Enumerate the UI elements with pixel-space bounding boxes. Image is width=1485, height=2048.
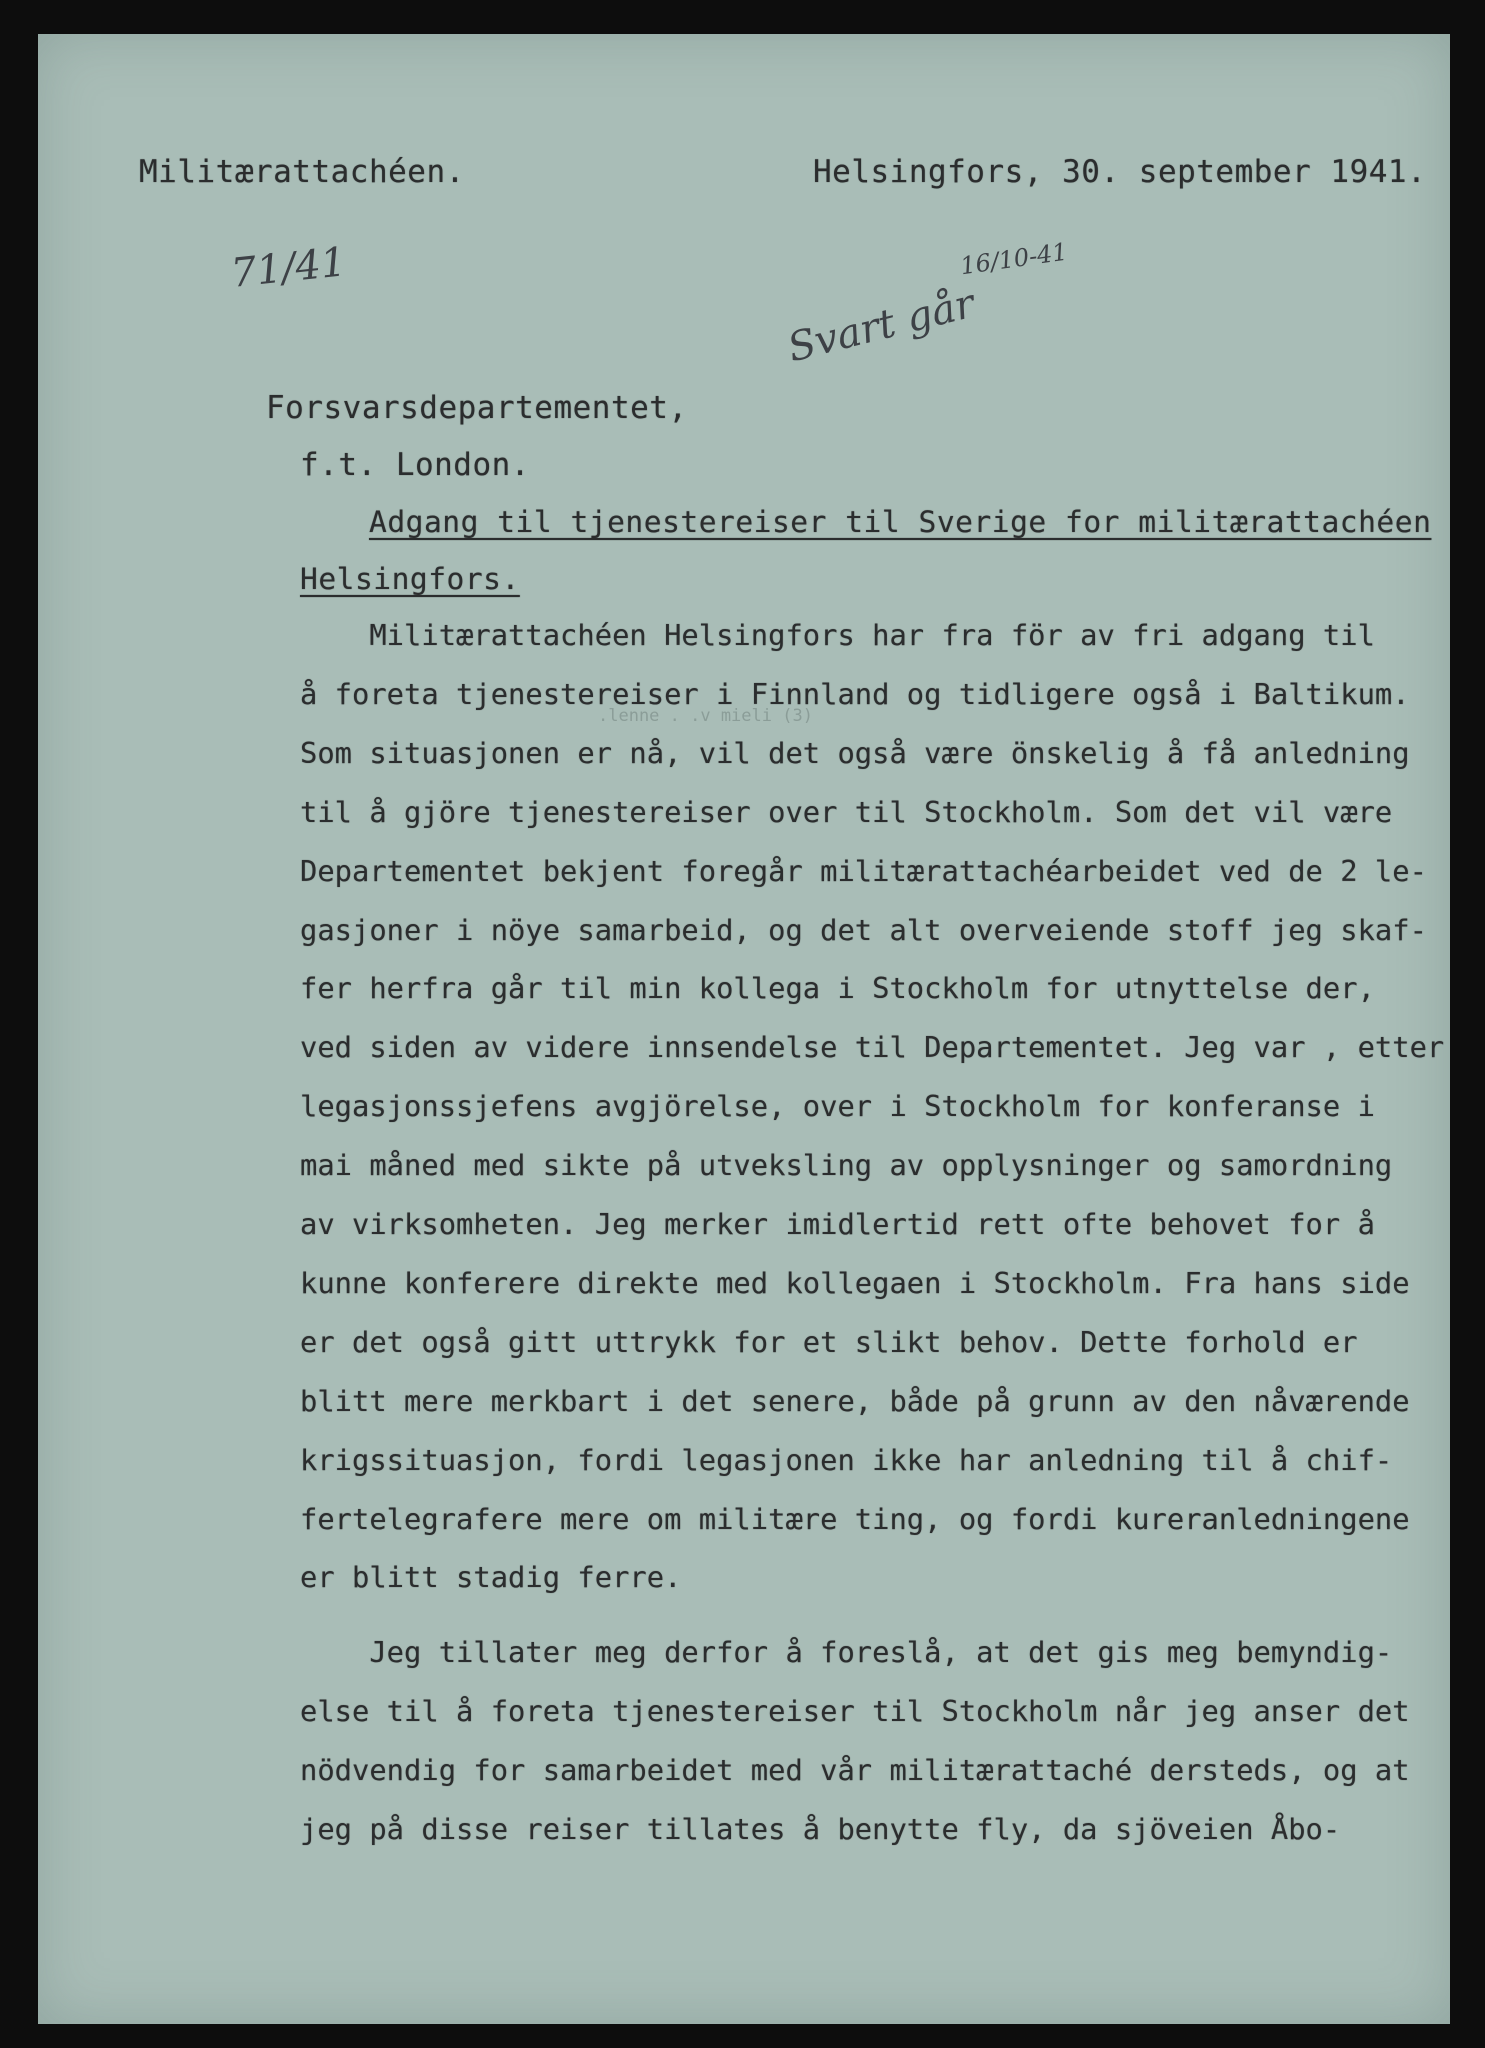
letter-page: [38, 34, 1450, 2024]
body-line: kunne konferere direkte med kollegaen i Stockholm. Fra hans side: [300, 1265, 1410, 1300]
body-line: til å gjöre tjenestereiser over til Stockholm. Som det vil være: [300, 794, 1393, 829]
body-line: nödvendig for samarbeidet med vår militærattaché dersteds, og at: [300, 1753, 1410, 1788]
sender-heading: Militærattachéen.: [139, 154, 465, 190]
body-line: else til å foreta tjenestereiser til Stockholm når jeg anser det: [300, 1694, 1410, 1729]
recipient-line-2: f.t. London.: [300, 447, 530, 483]
body-line: mai måned med sikte på utveksling av opplysninger og samordning: [300, 1148, 1393, 1183]
body-line: ved siden av videre innsendelse til Departementet. Jeg var , etter: [300, 1030, 1445, 1065]
body-line: fer herfra går til min kollega i Stockholm for utnyttelse der,: [300, 971, 1375, 1006]
faint-bleed-through-text: .lenne . .v mieli (3): [598, 706, 813, 726]
body-line: blitt mere merkbart i det senere, både på grunn av den nåværende: [300, 1383, 1410, 1418]
body-line: å foreta tjenestereiser i Finnland og tidligere også i Baltikum.: [300, 676, 1410, 711]
body-line: legasjonssjefens avgjörelse, over i Stockholm for konferanse i: [300, 1089, 1375, 1124]
answered-note-handwritten: Svart går: [783, 280, 980, 372]
subject-line-1: Adgang til tjenestereiser til Sverige for militærattachéen: [369, 505, 1432, 539]
body-line: er det også gitt uttrykk for et slikt behov. Dette forhold er: [300, 1324, 1358, 1359]
body-line: Som situasjonen er nå, vil det også være önskelig å få anledning: [300, 735, 1410, 770]
place-date: Helsingfors, 30. september 1941.: [813, 154, 1427, 190]
recipient-line-1: Forsvarsdepartementet,: [266, 390, 688, 426]
body-line: krigssituasjon, fordi legasjonen ikke har anledning til å chif-: [300, 1442, 1393, 1477]
body-line: er blitt stadig ferre.: [300, 1560, 682, 1595]
body-line: av virksomheten. Jeg merker imidlertid rett ofte behovet for å: [300, 1207, 1375, 1241]
subject-line-2: Helsingfors.: [300, 562, 520, 596]
body-line: jeg på disse reiser tillates å benytte fly, da sjöveien Åbo-: [300, 1812, 1341, 1846]
body-line: fertelegrafere mere om militære ting, og fordi kureranledningene: [300, 1501, 1410, 1536]
received-date-handwritten: 16/10-41: [958, 237, 1070, 281]
body-line: Departementet bekjent foregår militærattachéarbeidet ved de 2 le-: [300, 853, 1427, 888]
reference-number-handwritten: 71/41: [228, 239, 349, 297]
body-line: gasjoner i nöye samarbeid, og det alt overveiende stoff jeg skaf-: [300, 912, 1427, 947]
body-line: Militærattachéen Helsingfors har fra för av fri adgang til: [300, 618, 1375, 652]
body-line: Jeg tillater meg derfor å foreslå, at det gis meg bemyndig-: [300, 1635, 1393, 1670]
